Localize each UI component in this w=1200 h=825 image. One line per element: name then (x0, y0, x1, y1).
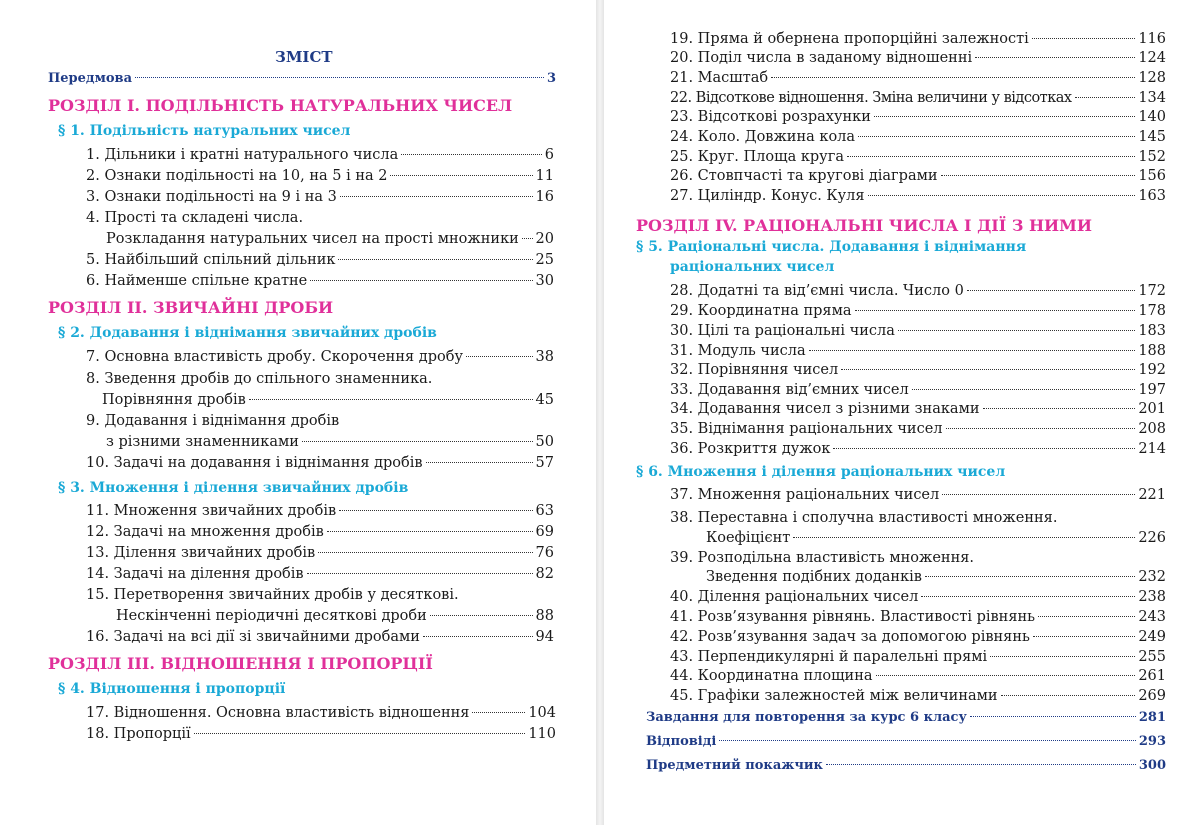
entry-title: 13. Ділення звичайних дробів (86, 545, 316, 561)
entry-page: 128 (1138, 70, 1166, 86)
entry-page: 82 (535, 566, 554, 582)
entry-title: 7. Основна властивість дробу. Скорочення дробу (86, 349, 463, 365)
toc-entry-review[interactable] (646, 709, 1166, 727)
right-page (604, 0, 1200, 825)
entry-page: 38 (535, 349, 554, 365)
entry-title: Нескінченні періодичні десяткові дроби (116, 608, 427, 624)
dot-leader (430, 615, 533, 616)
dot-leader (338, 259, 532, 260)
entry-title: 28. Додатні та від’ємні числа. Число 0 (670, 283, 964, 299)
toc-entry-34[interactable] (670, 400, 1166, 418)
entry-title: 22. Відсоткове відношення. Зміна величини у відсотках (670, 90, 1072, 106)
entry-title: 11. Множення звичайних дробів (86, 503, 337, 519)
entry-page: 76 (535, 545, 554, 561)
entry-title: 30. Цілі та раціональні числа (670, 323, 895, 339)
entry-title: 16. Задачі на всі дії зі звичайними дробами (86, 629, 420, 645)
entry-title: Відповіді (646, 734, 717, 749)
toc-entry-9[interactable] (106, 433, 554, 451)
dot-leader (771, 77, 1135, 78)
dot-leader (249, 399, 533, 400)
entry-page: 192 (1138, 362, 1166, 378)
entry-page: 156 (1138, 168, 1166, 184)
paragraph-heading-6: § 6. Множення і ділення раціональних чисел (636, 464, 1006, 480)
dot-leader (826, 764, 1136, 765)
dot-leader (401, 154, 542, 155)
entry-page: 50 (535, 434, 554, 450)
entry-title: 25. Круг. Площа круга (670, 149, 844, 165)
toc-entry-28[interactable] (670, 282, 1166, 300)
toc-entry-19[interactable] (670, 30, 1166, 48)
toc-entry-37[interactable] (670, 486, 1166, 504)
paragraph-heading-5-line2: раціональних чисел (670, 259, 835, 275)
toc-entry-33[interactable] (670, 381, 1166, 399)
entry-title: Розкладання натуральних чисел на прості множники (106, 231, 519, 247)
toc-entry-43[interactable] (670, 648, 1166, 666)
dot-leader (809, 350, 1136, 351)
entry-page: 238 (1138, 589, 1166, 605)
dot-leader (876, 675, 1136, 676)
toc-entry-3[interactable] (86, 188, 554, 206)
toc-entry-39[interactable] (706, 568, 1166, 586)
entry-title: Зведення подібних доданків (706, 569, 922, 585)
toc-entry-4[interactable] (106, 230, 554, 248)
toc-entry-38[interactable] (706, 529, 1166, 547)
entry-page: 214 (1138, 441, 1166, 457)
entry-title: 40. Ділення раціональних чисел (670, 589, 919, 605)
toc-entry-2[interactable] (86, 167, 554, 185)
page-gutter (596, 0, 604, 825)
paragraph-heading-2: § 2. Додавання і віднімання звичайних дробів (58, 325, 437, 341)
toc-entry-20[interactable] (670, 49, 1166, 67)
dot-leader (946, 428, 1136, 429)
toc-entry-15[interactable] (116, 607, 554, 625)
toc-entry-40[interactable] (670, 588, 1166, 606)
entry-title: Предметний покажчик (646, 758, 823, 773)
toc-entry-22[interactable] (670, 89, 1166, 107)
section-heading-4: РОЗДІЛ IV. РАЦІОНАЛЬНІ ЧИСЛА І ДІЇ З НИМИ (636, 216, 1092, 235)
toc-entry-4-line1: 4. Прості та складені числа. (86, 210, 304, 226)
dot-leader (925, 576, 1135, 577)
dot-leader (310, 280, 532, 281)
entry-page: 45 (535, 392, 554, 408)
toc-entry-10[interactable] (86, 454, 554, 472)
entry-page: 197 (1138, 382, 1166, 398)
entry-page: 25 (535, 252, 554, 268)
toc-entry-15-line1: 15. Перетворення звичайних дробів у десяткові. (86, 587, 459, 603)
entry-page: 188 (1138, 343, 1166, 359)
toc-entry-5[interactable] (86, 251, 554, 269)
section-heading-3: РОЗДІЛ III. ВІДНОШЕННЯ І ПРОПОРЦІЇ (48, 654, 433, 673)
entry-page: 152 (1138, 149, 1166, 165)
entry-page: 140 (1138, 109, 1166, 125)
entry-page: 281 (1138, 710, 1166, 725)
dot-leader (970, 716, 1136, 717)
entry-page: 116 (1138, 31, 1166, 47)
dot-leader (423, 636, 533, 637)
entry-title: 43. Перпендикулярні й паралельні прямі (670, 649, 988, 665)
entry-page: 63 (535, 503, 554, 519)
toc-entry-18[interactable] (86, 725, 556, 743)
entry-page: 221 (1138, 487, 1166, 503)
entry-page: 201 (1138, 401, 1166, 417)
left-page (0, 0, 596, 825)
toc-entry-27[interactable] (670, 187, 1166, 205)
entry-page: 243 (1138, 609, 1166, 625)
toc-entry-30[interactable] (670, 322, 1166, 340)
dot-leader (1038, 616, 1135, 617)
entry-title: 18. Пропорції (86, 726, 191, 742)
entry-page: 104 (528, 705, 556, 721)
dot-leader (327, 531, 533, 532)
entry-page: 94 (535, 629, 554, 645)
dot-leader (975, 57, 1135, 58)
toc-entry-17[interactable] (86, 704, 556, 722)
dot-leader (1032, 38, 1136, 39)
dot-leader (1075, 97, 1136, 98)
entry-title: з різними знаменниками (106, 434, 299, 450)
entry-page: 145 (1138, 129, 1166, 145)
entry-title: 20. Поділ числа в заданому відношенні (670, 50, 973, 66)
dot-leader (339, 510, 532, 511)
entry-title: Порівняння дробів (102, 392, 246, 408)
entry-title: 1. Дільники і кратні натурального числа (86, 147, 399, 163)
entry-title: 23. Відсоткові розрахунки (670, 109, 871, 125)
dot-leader (135, 77, 544, 78)
toc-entry-1[interactable] (86, 146, 554, 164)
entry-title: 2. Ознаки подільності на 10, на 5 і на 2 (86, 168, 388, 184)
dot-leader (194, 733, 526, 734)
dot-leader (522, 238, 533, 239)
dot-leader (874, 116, 1135, 117)
entry-title: 36. Розкриття дужок (670, 441, 831, 457)
toc-entry-45[interactable] (670, 687, 1166, 705)
dot-leader (990, 656, 1135, 657)
entry-page: 293 (1138, 734, 1166, 749)
dot-leader (472, 712, 525, 713)
toc-entry-9-line1: 9. Додавання і віднімання дробів (86, 413, 340, 429)
paragraph-heading-1: § 1. Подільність натуральних чисел (58, 123, 351, 139)
toc-entry-32[interactable] (670, 361, 1166, 379)
toc-entry-24[interactable] (670, 128, 1166, 146)
toc-entry-35[interactable] (670, 420, 1166, 438)
toc-entry-14[interactable] (86, 565, 554, 583)
dot-leader (921, 596, 1135, 597)
dot-leader (1033, 636, 1135, 637)
dot-leader (858, 136, 1135, 137)
toc-entry-23[interactable] (670, 108, 1166, 126)
entry-title: 6. Найменше спільне кратне (86, 273, 308, 289)
toc-entry-8-line1: 8. Зведення дробів до спільного знаменника. (86, 371, 433, 387)
toc-entry-44[interactable] (670, 667, 1166, 685)
toc-entry-12[interactable] (86, 523, 554, 541)
entry-page: 249 (1138, 629, 1166, 645)
toc-entry-25[interactable] (670, 148, 1166, 166)
dot-leader (898, 330, 1135, 331)
section-heading-2: РОЗДІЛ II. ЗВИЧАЙНІ ДРОБИ (48, 298, 334, 317)
toc-entry-answers[interactable] (646, 733, 1166, 751)
dot-leader (1001, 695, 1136, 696)
entry-title: 3. Ознаки подільності на 9 і на 3 (86, 189, 337, 205)
dot-leader (390, 175, 532, 176)
toc-entry-21[interactable] (670, 69, 1166, 87)
entry-page: 163 (1138, 188, 1166, 204)
entry-page: 226 (1138, 530, 1166, 546)
dot-leader (841, 369, 1135, 370)
entry-title: Завдання для повторення за курс 6 класу (646, 710, 967, 725)
entry-title: 17. Відношення. Основна властивість відношення (86, 705, 470, 721)
entry-title: 45. Графіки залежностей між величинами (670, 688, 998, 704)
entry-title: 32. Порівняння чисел (670, 362, 839, 378)
entry-title: 24. Коло. Довжина кола (670, 129, 856, 145)
dot-leader (719, 740, 1136, 741)
entry-title: Передмова (48, 71, 132, 86)
entry-page: 30 (535, 273, 554, 289)
toc-entry-31[interactable] (670, 342, 1166, 360)
entry-title: 21. Масштаб (670, 70, 769, 86)
entry-page: 16 (535, 189, 554, 205)
toc-entry-41[interactable] (670, 608, 1166, 626)
toc-entry-26[interactable] (670, 167, 1166, 185)
toc-entry-preface[interactable] (48, 70, 556, 88)
entry-title: 31. Модуль числа (670, 343, 806, 359)
toc-entry-36[interactable] (670, 440, 1166, 458)
entry-title: 10. Задачі на додавання і віднімання дробів (86, 455, 423, 471)
entry-page: 3 (546, 71, 556, 86)
entry-page: 69 (535, 524, 554, 540)
entry-title: 34. Додавання чисел з різними знаками (670, 401, 980, 417)
dot-leader (912, 389, 1136, 390)
entry-page: 183 (1138, 323, 1166, 339)
dot-leader (847, 156, 1135, 157)
entry-page: 255 (1138, 649, 1166, 665)
entry-page: 178 (1138, 303, 1166, 319)
toc-entry-13[interactable] (86, 544, 554, 562)
section-heading-1: РОЗДІЛ I. ПОДІЛЬНІСТЬ НАТУРАЛЬНИХ ЧИСЕЛ (48, 96, 513, 115)
entry-title: 29. Координатна пряма (670, 303, 852, 319)
toc-entry-39-line1: 39. Розподільна властивість множення. (670, 550, 974, 566)
dot-leader (318, 552, 532, 553)
dot-leader (466, 356, 533, 357)
paragraph-heading-4: § 4. Відношення і пропорції (58, 681, 286, 697)
toc-entry-38-line1: 38. Переставна і сполучна властивості множення. (670, 510, 1058, 526)
toc-entry-11[interactable] (86, 502, 554, 520)
entry-title: 27. Циліндр. Конус. Куля (670, 188, 865, 204)
entry-page: 88 (535, 608, 554, 624)
paragraph-heading-5: § 5. Раціональні числа. Додавання і віднімання (636, 239, 1027, 255)
toc-entry-16[interactable] (86, 628, 554, 646)
entry-page: 208 (1138, 421, 1166, 437)
toc-entry-29[interactable] (670, 302, 1166, 320)
dot-leader (426, 462, 533, 463)
entry-page: 269 (1138, 688, 1166, 704)
entry-title: 41. Розв’язування рівнянь. Властивості рівнянь (670, 609, 1036, 625)
entry-page: 172 (1138, 283, 1166, 299)
entry-page: 134 (1138, 90, 1166, 106)
paragraph-heading-3: § 3. Множення і ділення звичайних дробів (58, 480, 409, 496)
entry-page: 6 (544, 147, 554, 163)
entry-page: 300 (1138, 758, 1166, 773)
entry-title: 37. Множення раціональних чисел (670, 487, 940, 503)
entry-title: 33. Додавання від’ємних чисел (670, 382, 909, 398)
entry-page: 124 (1138, 50, 1166, 66)
dot-leader (855, 310, 1136, 311)
entry-title: 42. Розв’язування задач за допомогою рівнянь (670, 629, 1030, 645)
dot-leader (868, 195, 1136, 196)
entry-title: 19. Пряма й обернена пропорційні залежності (670, 31, 1029, 47)
toc-entry-index[interactable] (646, 757, 1166, 775)
entry-title: 12. Задачі на множення дробів (86, 524, 324, 540)
entry-title: 26. Стовпчасті та кругові діаграми (670, 168, 938, 184)
entry-page: 20 (535, 231, 554, 247)
toc-entry-7[interactable] (86, 348, 554, 366)
entry-title: Коефіцієнт (706, 530, 791, 546)
entry-title: 5. Найбільший спільний дільник (86, 252, 336, 268)
entry-page: 57 (535, 455, 554, 471)
entry-title: 35. Віднімання раціональних чисел (670, 421, 943, 437)
toc-entry-6[interactable] (86, 272, 554, 290)
toc-entry-42[interactable] (670, 628, 1166, 646)
dot-leader (340, 196, 533, 197)
dot-leader (302, 441, 533, 442)
entry-page: 110 (528, 726, 556, 742)
dot-leader (942, 494, 1135, 495)
dot-leader (967, 290, 1135, 291)
dot-leader (983, 408, 1136, 409)
dot-leader (833, 448, 1135, 449)
dot-leader (307, 573, 533, 574)
entry-page: 232 (1138, 569, 1166, 585)
toc-title: ЗМІСТ (275, 48, 333, 66)
dot-leader (941, 175, 1136, 176)
entry-page: 261 (1138, 668, 1166, 684)
entry-title: 14. Задачі на ділення дробів (86, 566, 304, 582)
entry-page: 11 (535, 168, 554, 184)
dot-leader (793, 537, 1135, 538)
entry-title: 44. Координатна площина (670, 668, 873, 684)
toc-entry-8[interactable] (102, 391, 554, 409)
